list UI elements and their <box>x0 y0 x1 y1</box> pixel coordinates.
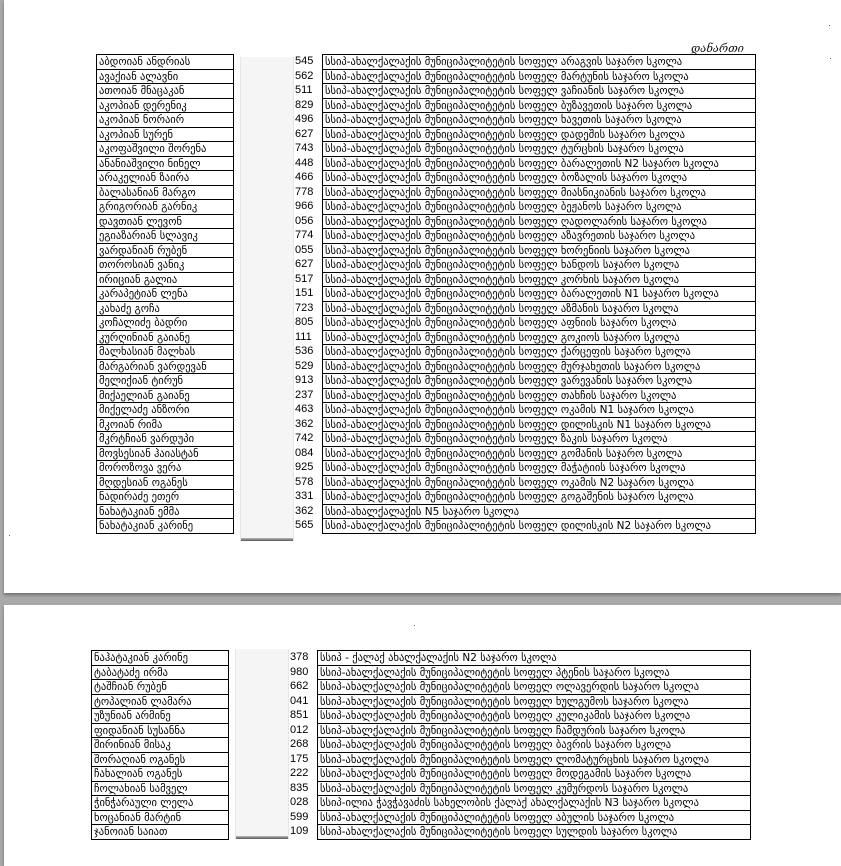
id-suffix-cell: 627 <box>295 127 314 140</box>
employee-name-cell: მოვსესიან ჰაიასტან <box>96 446 234 461</box>
school-name-cell: სსიპ-ახალქალაქის მუნიციპალიტეტის სოფელ გომანის საჯარო სკოლა <box>322 446 756 461</box>
id-suffix-cell: 222 <box>290 767 309 779</box>
id-suffix-cell: 805 <box>295 316 314 328</box>
school-name-cell: სსიპ-ახალქალაქის მუნიციპალიტეტის სოფელ პტენის საჯარო სკოლა <box>317 665 751 680</box>
id-suffix-cell: 723 <box>295 301 314 314</box>
employee-name-cell: ნაჰატაკიან კარინე <box>91 650 229 665</box>
school-name-cell: სსიპ-ახალქალაქის მუნიციპალიტეტის სოფელ არაგვის საჯარო სკოლა <box>322 54 756 69</box>
employee-name-cell: გრიგორიან გარნიკ <box>96 199 234 214</box>
employee-name-cell: აკოპიან დერენიკ <box>96 98 234 113</box>
employee-name-cell: აკოფაშვილი შორენა <box>96 141 234 156</box>
id-suffix-cell: 331 <box>295 490 314 502</box>
employee-name-cell: მარგარიან ვარდევან <box>96 359 234 374</box>
id-suffix-cell: 463 <box>295 403 314 415</box>
school-name-cell: სსიპ-ახალქალაქის მუნიციპალიტეტის სოფელ აზმანის საჯარო სკოლა <box>322 301 756 316</box>
school-name-cell: სსიპ-ახალქალაქის მუნიციპალიტეტის სოფელ ხულგუმოს საჯარო სკოლა <box>317 694 751 709</box>
employee-name-cell: ტაშჩიან რუბენ <box>91 679 229 694</box>
school-name-cell: სსიპ-ახალქალაქის მუნიციპალიტეტის სოფელ აფნიის საჯარო სკოლა <box>322 315 756 330</box>
id-suffix-cell: 829 <box>295 98 314 111</box>
employee-name-cell: ტოპალიან ლამარა <box>91 694 229 709</box>
employee-name-cell: შირინიან მისაკ <box>91 737 229 752</box>
school-name-cell: სსიპ-ახალქალაქის მუნიციპალიტეტის სოფელ ვარევანის საჯარო სკოლა <box>322 373 756 388</box>
employee-name-cell: ანანიაშვილი ნინელ <box>96 156 234 171</box>
school-name-cell: სსიპ-ახალქალაქის მუნიციპალიტეტის სოფელ აზავრეთის საჯარო სკოლა <box>322 228 756 243</box>
employee-name-cell: თოროსიან ვანიკ <box>96 257 234 272</box>
id-suffix-cell: 599 <box>290 810 309 823</box>
id-suffix-cell: 151 <box>295 287 314 299</box>
school-name-cell: სსიპ-ახალქალაქის მუნიციპალიტეტის სოფელ ხავეთის საჯარო სკოლა <box>322 112 756 127</box>
employee-name-cell: აკოპიან სურენ <box>96 127 234 142</box>
school-name-cell: სსიპ-ახალქალაქის მუნიციპალიტეტის სოფელ ბეჟანოს საჯარო სკოლა <box>322 199 756 214</box>
school-name-cell: სსიპ-ახალქალაქის მუნიციპალიტეტის სოფელ ოკამის N2 საჯარო სკოლა <box>322 475 756 490</box>
employee-name-cell: ჯანოიან საიათ <box>91 824 229 840</box>
school-name-cell: სსიპ-ახალქალაქის მუნიციპალიტეტის სოფელ მიასნიკიანის საჯარო სკოლა <box>322 185 756 200</box>
school-name-cell: სსიპ-ახალქალაქის მუნიციპალიტეტის სოფელ კორხის საჯარო სკოლა <box>322 272 756 287</box>
employee-name-cell: მღდესიან ოგანეს <box>96 475 234 490</box>
id-suffix-cell: 109 <box>290 825 309 837</box>
id-suffix-cell: 742 <box>295 432 314 444</box>
id-suffix-cell: 012 <box>290 723 309 736</box>
employee-name-cell: მალხასიან მალხას <box>96 344 234 359</box>
school-name-cell: სსიპ-ახალქალაქის მუნიციპალიტეტის სოფელ ოლავერდის საჯარო სკოლა <box>317 679 751 694</box>
id-suffix-cell: 562 <box>295 69 314 82</box>
employee-name-cell: ბალასანიან მარგო <box>96 185 234 200</box>
employee-name-cell: მელიქიან ტირუნ <box>96 373 234 388</box>
id-suffix-cell: 362 <box>295 504 314 517</box>
school-name-cell: სსიპ-ახალქალაქის მუნიციპალიტეტის სოფელ თახჩის საჯარო სკოლა <box>322 388 756 403</box>
employee-name-cell: ავაქიან ალავნი <box>96 69 234 84</box>
school-name-cell: სსიპ-ახალქალაქის მუნიციპალიტეტის სოფელ დილისკის N2 საჯარო სკოლა <box>322 518 756 534</box>
id-suffix-cell: 980 <box>290 665 309 678</box>
id-suffix-cell: 774 <box>295 229 314 241</box>
school-name-cell: სსიპ-ახალქალაქის მუნიციპალიტეტის სოფელ ქარცეფის საჯარო სკოლა <box>322 344 756 359</box>
employee-name-cell: ეგიაზარიან სლავიკ <box>96 228 234 243</box>
school-name-cell: სსიპ-ახალქალაქის მუნიციპალიტეტის სოფელ ოკამის N1 საჯარო სკოლა <box>322 402 756 417</box>
school-name-cell: სსიპ-ახალქალაქის მუნიციპალიტეტის სოფელ მაჭატიის საჯარო სკოლა <box>322 460 756 475</box>
school-name-cell: სსიპ-ახალქალაქის მუნიციპალიტეტის სოფელ კუმურდოს საჯარო სკოლა <box>317 781 751 796</box>
employee-name-cell: ნახატაკიან ემმა <box>96 504 234 519</box>
employee-name-cell: ფიდანიან სუსანნა <box>91 723 229 738</box>
redacted-column <box>235 649 289 839</box>
id-suffix-cell: 237 <box>295 388 314 401</box>
employee-name-cell: აკოპიან ნორაირ <box>96 112 234 127</box>
school-name-cell: სსიპ-ახალქალაქის მუნიციპალიტეტის სოფელ ვაჩიანის საჯარო სკოლა <box>322 83 756 98</box>
school-name-cell: სსიპ-ახალქალაქის მუნიციპალიტეტის სოფელ ტურცხის საჯარო სკოლა <box>322 141 756 156</box>
school-name-cell: სსიპ-ახალქალაქის მუნიციპალიტეტის სოფელ ბარალეთის N2 საჯარო სკოლა <box>322 156 756 171</box>
school-name-cell: სსიპ-ახალქალაქის მუნიციპალიტეტის სოფელ ბუზავეთის საჯარო სკოლა <box>322 98 756 113</box>
id-suffix-cell: 055 <box>295 243 314 256</box>
id-suffix-cell: 448 <box>295 156 314 169</box>
id-suffix-cell: 851 <box>290 709 309 721</box>
school-name-cell: სსიპ-ილია ჭავჭავაძის სახელობის ქალაქ ახალქალაქის N3 საჯარო სკოლა <box>317 795 751 810</box>
employee-name-cell: ჩახალიან ოგანეს <box>91 766 229 781</box>
employee-name-cell: ტაბატაძე ირმა <box>91 665 229 680</box>
id-suffix-cell: 362 <box>295 417 314 430</box>
school-name-cell: სსიპ-ახალქალაქის მუნიციპალიტეტის სოფელ ლომატურცხის საჯარო სკოლა <box>317 752 751 767</box>
redacted-column <box>240 57 294 541</box>
employee-name-cell: ათოიან მნაცაკან <box>96 83 234 98</box>
employee-name-cell: ჭინჭარაული ლელა <box>91 795 229 810</box>
employee-name-cell: არაკელიან ზაირა <box>96 170 234 185</box>
employee-name-cell: ჩოლახიან სამველ <box>91 781 229 796</box>
employee-name-cell: უზუნიან არმინე <box>91 708 229 723</box>
school-name-cell: სსიპ-ახალქალაქის მუნიციპალიტეტის სოფელ ბავრის საჯარო სკოლა <box>317 737 751 752</box>
employee-name-cell: დავთიან ლევონ <box>96 214 234 229</box>
employee-name-cell: კოჩალიძე ბადრი <box>96 315 234 330</box>
id-suffix-cell: 578 <box>295 475 314 488</box>
school-name-cell: სსიპ-ახალქალაქის მუნიციპალიტეტის სოფელ მარტუნის საჯარო სკოლა <box>322 69 756 84</box>
employee-name-cell: კურღინიან გაიანე <box>96 330 234 345</box>
employee-name-cell: მკოიან რიმა <box>96 417 234 432</box>
school-name-cell: სსიპ-ახალქალაქის მუნიციპალიტეტის სოფელ დადეშის საჯარო სკოლა <box>322 127 756 142</box>
id-suffix-cell: 778 <box>295 185 314 198</box>
employee-name-cell: შორაღიან ოგანეს <box>91 752 229 767</box>
school-name-cell: სსიპ-ახალქალაქის მუნიციპალიტეტის სოფელ სულდის საჯარო სკოლა <box>317 824 751 840</box>
id-suffix-cell: 028 <box>290 796 309 808</box>
employee-name-cell: ირიციან გალია <box>96 272 234 287</box>
id-suffix-cell: 835 <box>290 781 309 794</box>
school-name-cell: სსიპ-ახალქალაქის მუნიციპალიტეტის სოფელ ბარალეთის N1 საჯარო სკოლა <box>322 286 756 301</box>
school-name-cell: სსიპ-ახალქალაქის N5 საჯარო სკოლა <box>322 504 756 519</box>
employee-name-cell: მოროზოვა ვერა <box>96 460 234 475</box>
id-suffix-cell: 175 <box>290 752 309 765</box>
employee-name-cell: კარაპეტიან ლენა <box>96 286 234 301</box>
id-suffix-cell: 111 <box>295 330 312 343</box>
id-suffix-cell: 056 <box>295 214 314 227</box>
school-name-cell: სსიპ-ახალქალაქის მუნიციპალიტეტის სოფელ ზაკის საჯარო სკოლა <box>322 431 756 446</box>
school-name-cell: სსიპ-ახალქალაქის მუნიციპალიტეტის სოფელ ღადოლარის საჯარო სკოლა <box>322 214 756 229</box>
id-suffix-cell: 743 <box>295 142 314 154</box>
school-name-cell: სსიპ - ქალაქ ახალქალაქის N2 საჯარო სკოლა <box>317 650 751 665</box>
document-page-1 <box>4 0 841 593</box>
employee-name-cell: მიქაელიან გაიანე <box>96 388 234 403</box>
employee-name-cell: მკრტჩიან ვარდუპი <box>96 431 234 446</box>
id-suffix-cell: 966 <box>295 200 314 212</box>
school-name-cell: სსიპ-ახალქალაქის მუნიციპალიტეტის სოფელ ხორენიის საჯარო სკოლა <box>322 243 756 258</box>
school-name-cell: სსიპ-ახალქალაქის მუნიციპალიტეტის სოფელ ჩამდურის საჯარო სკოლა <box>317 723 751 738</box>
employee-name-cell: აბდოიან ანდრიას <box>96 54 234 69</box>
employee-name-cell: ვარდანიან რუბენ <box>96 243 234 258</box>
school-name-cell: სსიპ-ახალქალაქის მუნიციპალიტეტის სოფელ მურჯახეთის საჯარო სკოლა <box>322 359 756 374</box>
school-name-cell: სსიპ-ახალქალაქის მუნიციპალიტეტის სოფელ მოდეგამის საჯარო სკოლა <box>317 766 751 781</box>
school-name-cell: სსიპ-ახალქალაქის მუნიციპალიტეტის სოფელ დილისკის N1 საჯარო სკოლა <box>322 417 756 432</box>
id-suffix-cell: 041 <box>290 694 309 707</box>
id-suffix-cell: 565 <box>295 519 314 531</box>
school-name-cell: სსიპ-ახალქალაქის მუნიციპალიტეტის სოფელ ხანდოს საჯარო სკოლა <box>322 257 756 272</box>
employee-name-cell: ხოცანიან მარტინ <box>91 810 229 825</box>
school-name-cell: სსიპ-ახალქალაქის მუნიციპალიტეტის სოფელ გოგაშენის საჯარო სკოლა <box>322 489 756 504</box>
id-suffix-cell: 084 <box>295 446 314 459</box>
employee-name-cell: ნახატაკიან კარინე <box>96 518 234 534</box>
school-name-cell: სსიპ-ახალქალაქის მუნიციპალიტეტის სოფელ გოკიოს საჯარო სკოლა <box>322 330 756 345</box>
id-suffix-cell: 466 <box>295 171 314 183</box>
id-suffix-cell: 378 <box>290 651 309 663</box>
document-page-2 <box>4 605 841 866</box>
employee-name-cell: ნადირაძე ეთერ <box>96 489 234 504</box>
id-suffix-cell: 913 <box>295 374 314 386</box>
employee-name-cell: კახაძე გოჩა <box>96 301 234 316</box>
school-name-cell: სსიპ-ახალქალაქის მუნიციპალიტეტის სოფელ კულიკამის საჯარო სკოლა <box>317 708 751 723</box>
employee-name-cell: მიქელაძე ანზორი <box>96 402 234 417</box>
id-suffix-cell: 511 <box>295 84 313 96</box>
school-name-cell: სსიპ-ახალქალაქის მუნიციპალიტეტის სოფელ ბოზალის საჯარო სკოლა <box>322 170 756 185</box>
id-suffix-cell: 529 <box>295 359 314 372</box>
id-suffix-cell: 517 <box>295 272 314 285</box>
id-suffix-cell: 536 <box>295 345 314 357</box>
id-suffix-cell: 925 <box>295 461 314 473</box>
id-suffix-cell: 496 <box>295 113 314 125</box>
annex-label: დანართი <box>691 42 744 55</box>
id-suffix-cell: 662 <box>290 680 309 692</box>
id-suffix-cell: 268 <box>290 738 309 750</box>
id-suffix-cell: 627 <box>295 258 314 270</box>
school-name-cell: სსიპ-ახალქალაქის მუნიციპალიტეტის სოფელ აბულის საჯარო სკოლა <box>317 810 751 825</box>
id-suffix-cell: 545 <box>295 55 314 67</box>
